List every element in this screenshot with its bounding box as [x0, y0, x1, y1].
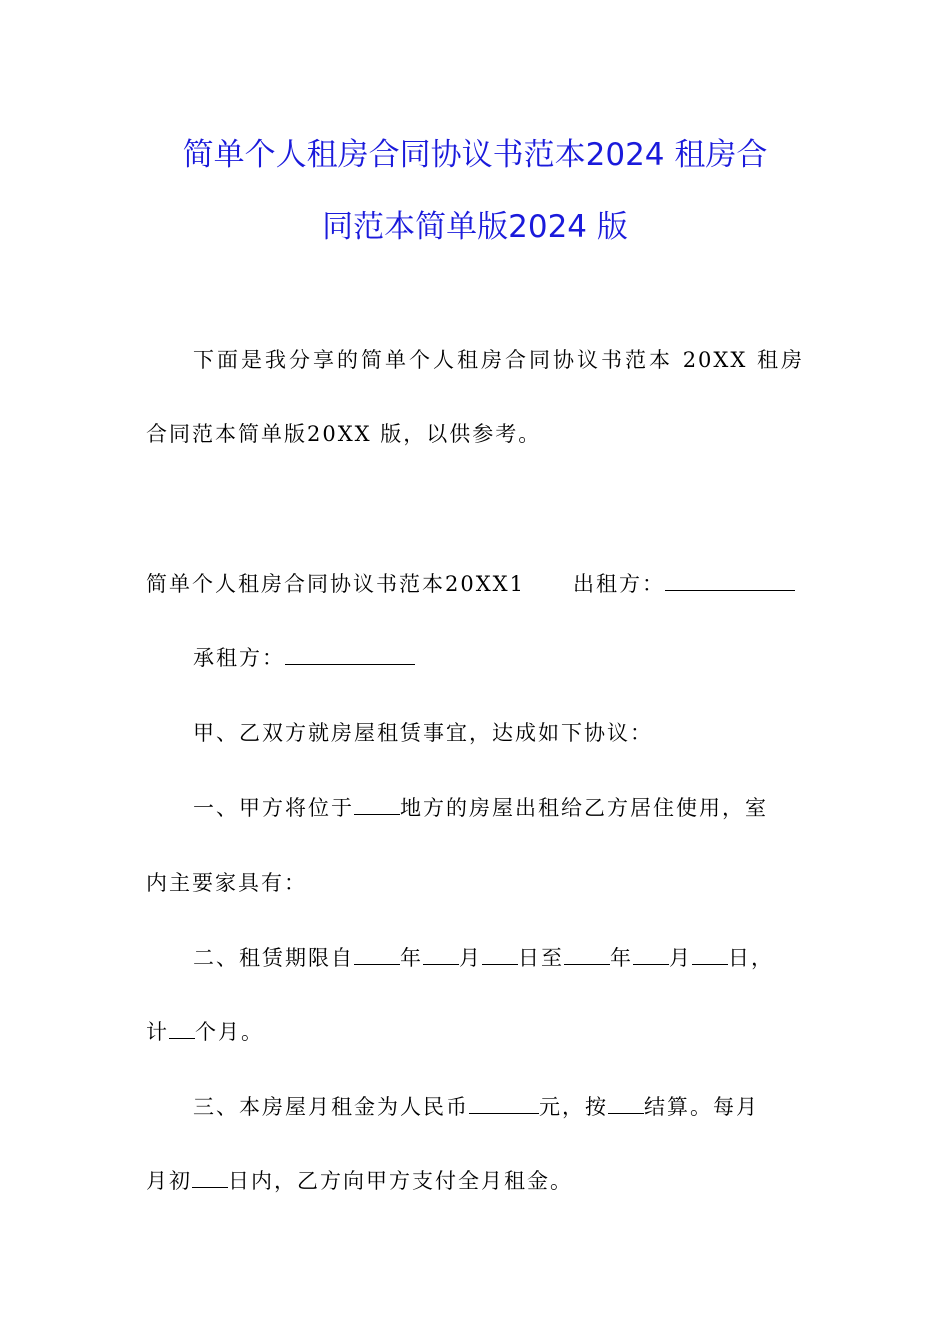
day-label: 日， [728, 946, 774, 970]
clause-1-text-b: 地方的房屋出租给乙方居住使用，室 [400, 796, 768, 820]
clause-2-count-label: 计 [146, 1020, 169, 1044]
lessee-row [193, 648, 415, 669]
start-year-blank [354, 963, 400, 965]
document-title-line-2: 同范本简单版2024 版 [322, 209, 628, 245]
clause-3-line-2 [146, 1171, 573, 1192]
intro-paragraph-line-2: 合同范本简单版20XX 版，以供参考。 [146, 422, 542, 446]
end-day-blank [692, 963, 728, 965]
months-blank [169, 1037, 195, 1039]
start-day-blank [482, 963, 518, 965]
clause-3-text-c: 结算。每月 [644, 1095, 759, 1119]
clause-2-line-1 [193, 948, 774, 969]
clause-1-line-2: 内主要家具有： [146, 871, 307, 895]
clause-1-text-a: 一、甲方将位于 [193, 796, 354, 820]
clause-2-text: 二、租赁期限自 [193, 946, 354, 970]
month-label: 月 [459, 946, 482, 970]
document-title-line-1: 简单个人租房合同协议书范本2024 租房合 [182, 137, 768, 173]
lessee-blank [285, 663, 415, 665]
clause-2-line-2 [146, 1022, 264, 1043]
intro-paragraph-line-1: 下面是我分享的简单个人租房合同协议书范本 20XX 租房 [193, 348, 804, 372]
day-to-label: 日至 [518, 946, 564, 970]
contract-heading-row [146, 574, 795, 595]
location-blank [354, 813, 400, 815]
rent-amount-blank [469, 1112, 539, 1114]
lessee-label: 承租方： [193, 646, 285, 670]
clause-3-text-a: 三、本房屋月租金为人民币 [193, 1095, 469, 1119]
agreement-line: 甲、乙双方就房屋租赁事宜，达成如下协议： [193, 721, 653, 745]
end-month-blank [633, 963, 669, 965]
lessor-label: 出租方： [572, 572, 665, 596]
clause-3-text-d: 月初 [146, 1169, 192, 1193]
month-label: 月 [669, 946, 692, 970]
clause-2-months-text: 个月。 [195, 1020, 264, 1044]
lessor-blank [665, 589, 795, 591]
clause-3-line-1 [193, 1097, 759, 1118]
settlement-blank [608, 1112, 644, 1114]
payment-day-blank [192, 1186, 228, 1188]
start-month-blank [423, 963, 459, 965]
year-label: 年 [610, 946, 633, 970]
contract-heading: 简单个人租房合同协议书范本20XX1 [146, 572, 525, 596]
clause-1-line-1 [193, 798, 768, 819]
year-label: 年 [400, 946, 423, 970]
end-year-blank [564, 963, 610, 965]
clause-3-text-b: 元，按 [539, 1095, 608, 1119]
clause-3-text-e: 日内，乙方向甲方支付全月租金。 [228, 1169, 573, 1193]
